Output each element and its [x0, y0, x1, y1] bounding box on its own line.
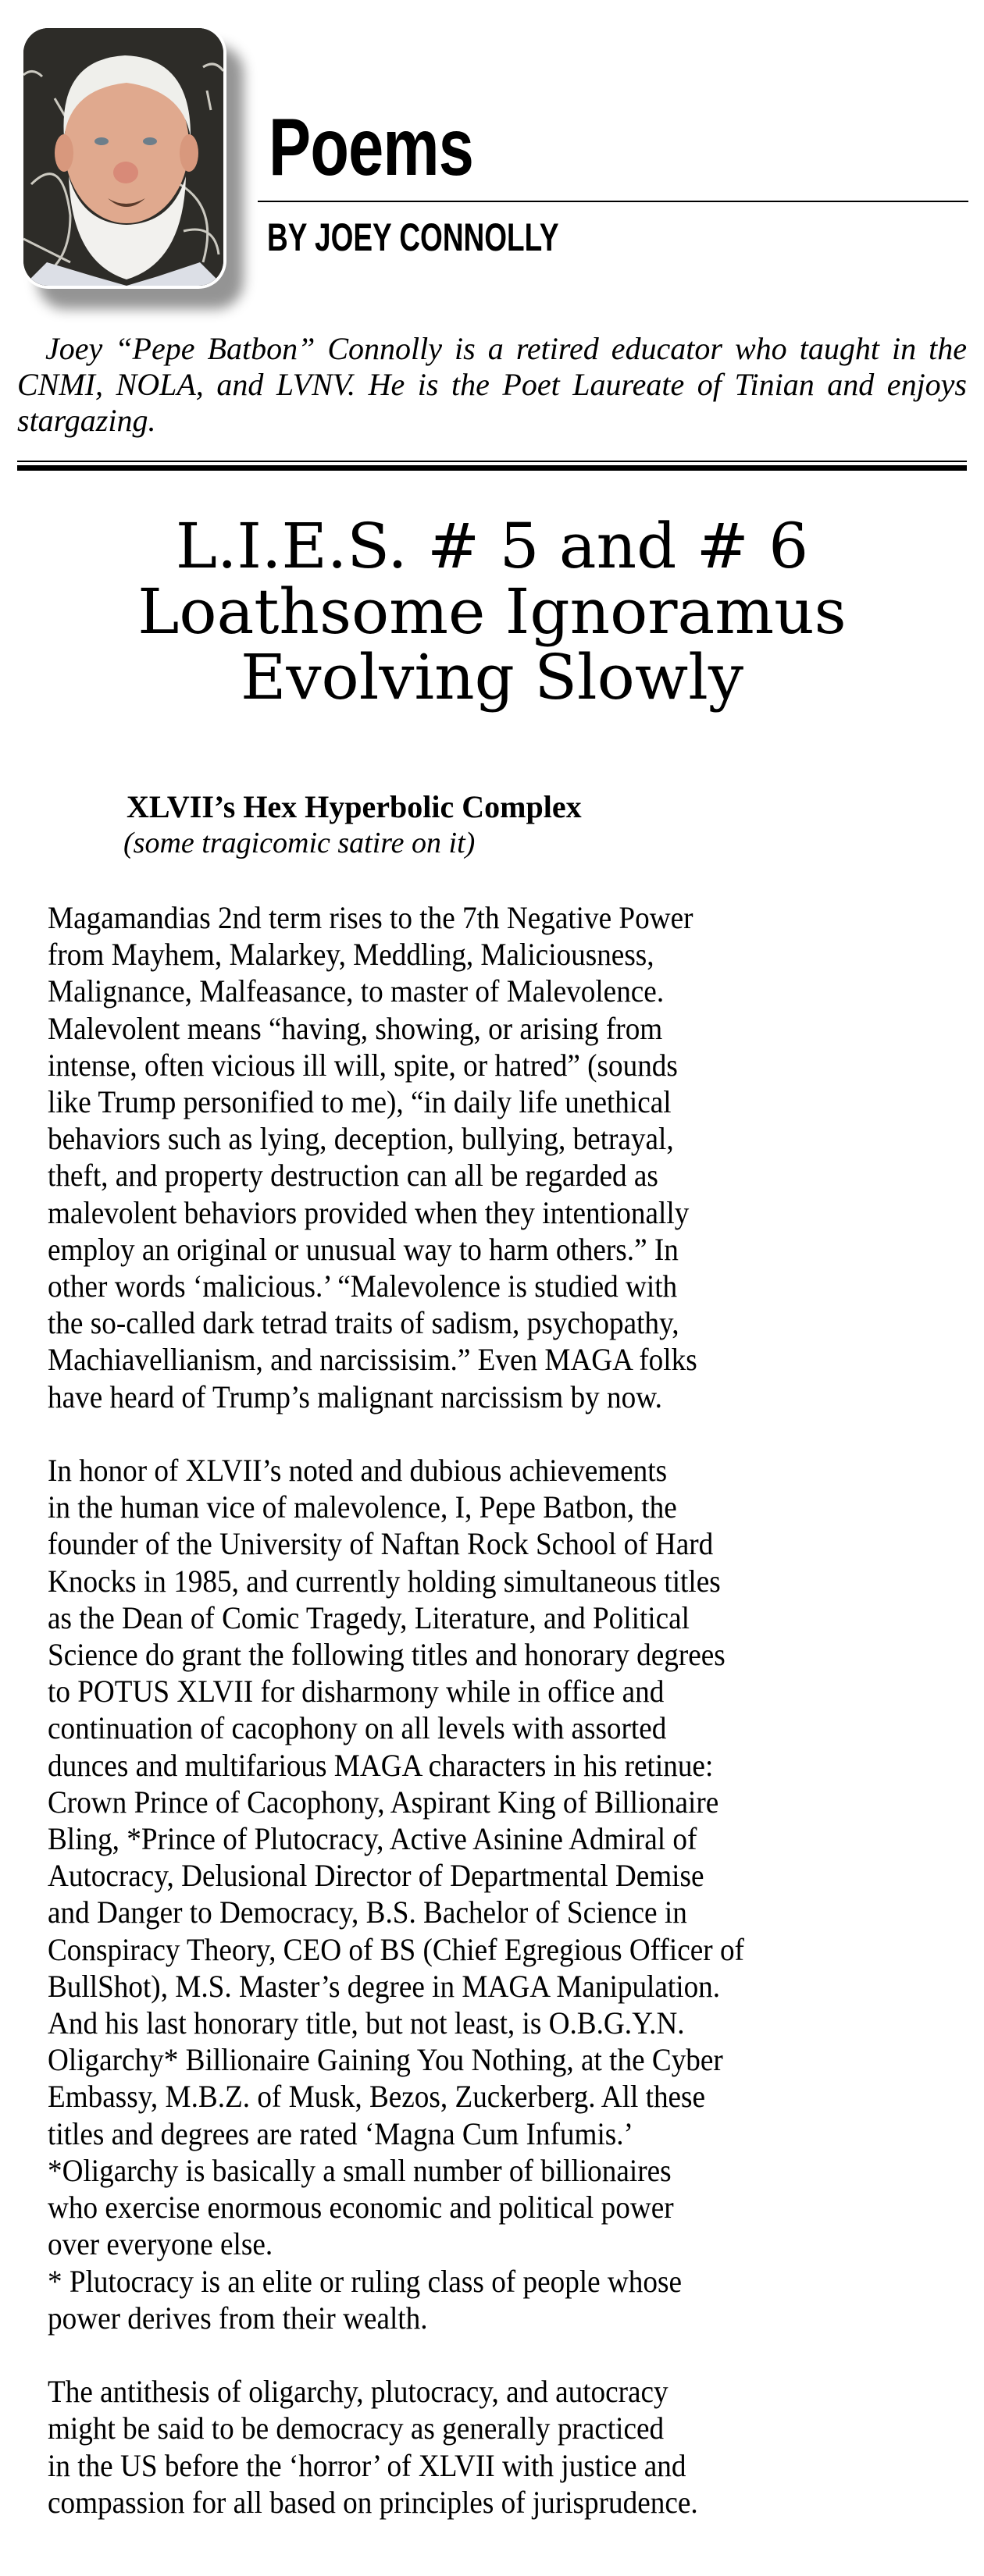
poem-line: Science do grant the following titles and honorary degrees	[48, 1637, 726, 1673]
poem-line: titles and degrees are rated ‘Magna Cum Infumis.’	[48, 2115, 633, 2151]
footnote-line: over everyone else.	[48, 2226, 273, 2262]
author-photo-frame	[20, 25, 226, 289]
poem-line: The antithesis of oligarchy, plutocracy, and autocracy	[48, 2374, 668, 2410]
poem-line: theft, and property destruction can all be regarded as	[48, 1158, 658, 1194]
divider-thick-line	[17, 465, 967, 471]
poem-line: and Danger to Democracy, B.S. Bachelor of Science in	[48, 1895, 687, 1930]
section-title: Poems	[269, 102, 474, 193]
poem-line: Bling, *Prince of Plutocracy, Active Asinine Admiral of	[48, 1821, 697, 1857]
author-photo	[23, 28, 223, 286]
footnote-line: power derives from their wealth.	[48, 2300, 428, 2336]
poem-line: Malignance, Malfeasance, to master of Malevolence.	[48, 973, 665, 1009]
poem-line: might be said to be democracy as generally practiced	[48, 2411, 665, 2446]
poem-line: have heard of Trump’s malignant narcissism by now.	[48, 1379, 662, 1414]
poem-line: the so-called dark tetrad traits of sadism, psychopathy,	[48, 1305, 679, 1341]
poem-title-line: Evolving Slowly	[240, 641, 744, 713]
poem-line: Crown Prince of Cacophony, Aspirant King of Billionaire	[48, 1784, 719, 1820]
poem-line: In honor of XLVII’s noted and dubious achievements	[48, 1453, 668, 1489]
poem-line: Knocks in 1985, and currently holding simultaneous titles	[48, 1563, 721, 1599]
poem-line: employ an original or unusual way to harm others.” In	[48, 1231, 679, 1267]
author-byline: BY JOEY CONNOLLY	[267, 215, 559, 259]
poem-line: Embassy, M.B.Z. of Musk, Bezos, Zuckerberg. All these	[48, 2079, 706, 2115]
poem-line: compassion for all based on principles of jurisprudence.	[48, 2484, 698, 2520]
divider-thin-line	[17, 461, 967, 462]
poem-line: dunces and multifarious MAGA characters in his retinue:	[48, 1747, 714, 1783]
poem-line: malevolent behaviors provided when they intentionally	[48, 1194, 690, 1230]
footnote-line: who exercise enormous economic and political power	[48, 2190, 674, 2226]
poem-line: as the Dean of Comic Tragedy, Literature, and Political	[48, 1599, 690, 1635]
poem-title	[0, 510, 984, 713]
poem-line: like Trump personified to me), “in daily life unethical	[48, 1084, 672, 1120]
author-portrait-icon	[23, 28, 223, 286]
poem-line: And his last honorary title, but not least, is O.B.G.Y.N.	[48, 2005, 685, 2041]
poem-line: in the human vice of malevolence, I, Pepe Batbon, the	[48, 1489, 677, 1525]
poem-line: Oligarchy* Billionaire Gaining You Nothing, at the Cyber	[48, 2042, 723, 2078]
poem-line: founder of the University of Naftan Rock School of Hard	[48, 1526, 714, 1562]
stanza-2	[48, 1452, 946, 2336]
poem-subtitle: (some tragicomic satire on it)	[123, 827, 476, 859]
poem-line: Autocracy, Delusional Director of Departmental Demise	[48, 1858, 704, 1894]
poem-line: BullShot), M.S. Master’s degree in MAGA Manipulation.	[48, 1968, 721, 2004]
poem-heading: XLVII’s Hex Hyperbolic Complex	[127, 789, 582, 824]
stanza-3	[48, 2373, 946, 2521]
poem-line: Malevolent means “having, showing, or arising from	[48, 1010, 663, 1046]
author-bio: Joey “Pepe Batbon” Connolly is a retired educator who taught in the CNMI, NOLA, and LVNV. He is the Poet Laureate of Tinian and enjoys stargazing.	[17, 331, 967, 438]
poem-line: other words ‘malicious.’ “Malevolence is studied with	[48, 1268, 678, 1304]
poem-line: continuation of cacophony on all levels with assorted	[48, 1710, 667, 1746]
bio-double-divider	[17, 461, 967, 471]
footnote-line: * Plutocracy is an elite or ruling class of people whose	[48, 2263, 682, 2299]
header-divider	[258, 201, 968, 202]
poem-line: Conspiracy Theory, CEO of BS (Chief Egregious Officer of	[48, 1931, 744, 1967]
poem-line: in the US before the ‘horror’ of XLVII with justice and	[48, 2447, 686, 2483]
footnote-line: *Oligarchy is basically a small number of billionaires	[48, 2152, 672, 2188]
poem-title-line: Loathsome Ignoramus	[137, 575, 847, 648]
poem-line: to POTUS XLVII for disharmony while in office and	[48, 1674, 665, 1710]
poem-line: intense, often vicious ill will, spite, or hatred” (sounds	[48, 1047, 678, 1083]
poem-line: Machiavellianism, and narcissisim.” Even MAGA folks	[48, 1342, 697, 1378]
poem-line: behaviors such as lying, deception, bullying, betrayal,	[48, 1121, 674, 1157]
stanza-1	[48, 899, 946, 1415]
poem-body	[48, 899, 946, 2557]
poem-line: from Mayhem, Malarkey, Meddling, Maliciousness,	[48, 937, 654, 973]
poem-title-line: L.I.E.S. # 5 and # 6	[175, 510, 809, 582]
poem-line: Magamandias 2nd term rises to the 7th Negative Power	[48, 900, 693, 935]
